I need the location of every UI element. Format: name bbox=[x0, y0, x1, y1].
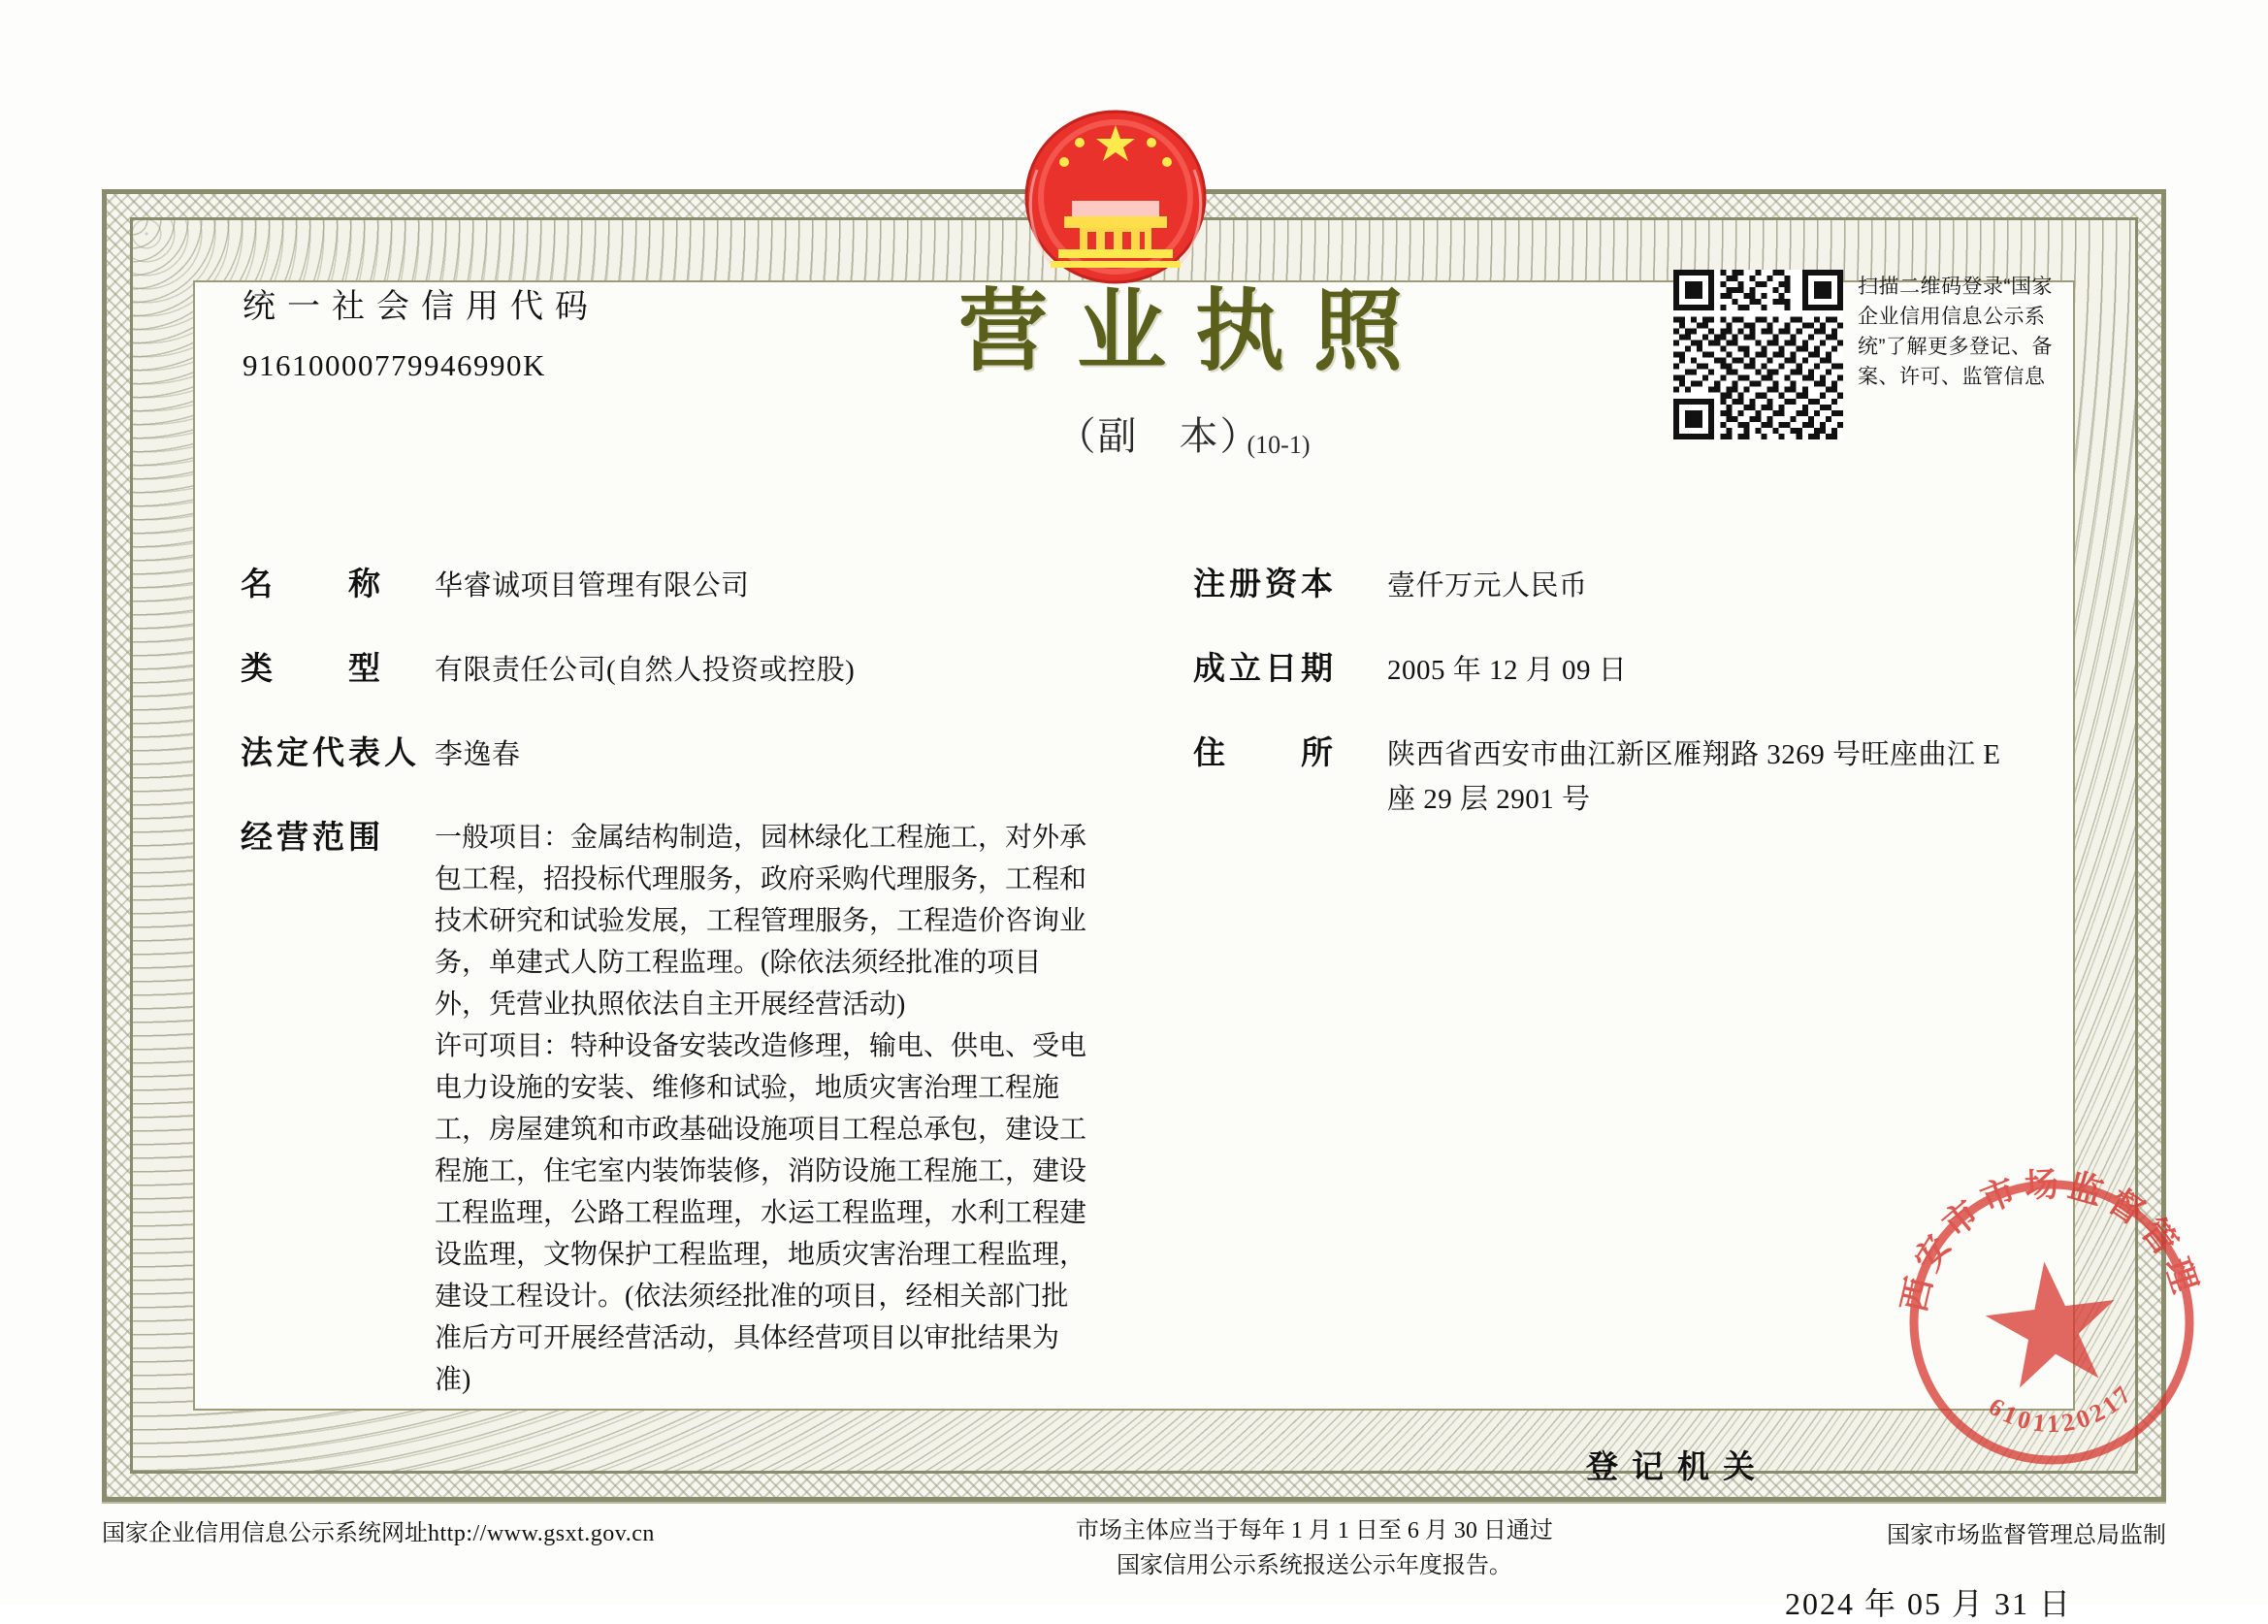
footer-left bbox=[102, 1513, 655, 1547]
field-legal-representative bbox=[241, 728, 1094, 777]
official-seal-icon bbox=[1863, 1133, 2241, 1511]
registration-authority-label: 登记机关 bbox=[1586, 1450, 1768, 1485]
left-field-group bbox=[241, 559, 1094, 1436]
field-label-address: 住 所 bbox=[1193, 736, 1337, 771]
svg-text:西安市市场监督管理局: 西安市市场监督管理局 bbox=[1862, 1142, 2207, 1315]
svg-text:6101120217: 6101120217 bbox=[1983, 1378, 2140, 1439]
registration-month-unit: 月 bbox=[1952, 1586, 1986, 1621]
registration-year-unit: 年 bbox=[1864, 1586, 1898, 1621]
field-label-company-type: 类 型 bbox=[241, 652, 384, 687]
field-company-name bbox=[241, 559, 1094, 608]
footer bbox=[102, 1513, 2166, 1583]
footer-left-label: 国家企业信用信息公示系统网址 bbox=[102, 1521, 428, 1546]
national-emblem-icon bbox=[1004, 92, 1227, 315]
footer-url[interactable]: http://www.gsxt.gov.cn bbox=[428, 1521, 655, 1546]
footer-center-line1: 市场主体应当于每年 1 月 1 日至 6 月 30 日通过 bbox=[1075, 1518, 1553, 1543]
credit-code-block bbox=[243, 279, 650, 383]
qr-code-note: 扫描二维码登录“国家企业信用信息公示系统”了解更多登记、备案、许可、监管信息 bbox=[1858, 276, 2053, 388]
document-subtitle bbox=[805, 406, 1562, 461]
registration-month: 05 bbox=[1907, 1586, 1943, 1621]
qr-code-icon[interactable] bbox=[1673, 270, 1843, 439]
field-value-business-scope: 一般项目：金属结构制造，园林绿化工程施工，对外承包工程，招投标代理服务，政府采购代理服务，工程和技术研究和试验发展，工程管理服务，工程造价咨询业务，单建式人防工程监理。(除依法须经批准的项目外，凭营业执照依法自主开展经营活动) 许可项目：特种设备安装改造修理，输电、供电、受电电力设施的安装、维修和试验，地质灾害治理工程施工，房屋建筑和市政基础设施项目工程总承包，建设工程施工，住宅室内装饰装修，消防设施工程施工，建设工程监理，公路工程监理，水运工程监理，水利工程建设监理，文物保护工程监理，地质灾害治理工程监理，建设工程设计。(依法须经批准的项目，经相关部门批准后方可开展经营活动，具体经营项目以审批结果为准) bbox=[435, 823, 1087, 1395]
document-serial: (10-1) bbox=[1247, 431, 1311, 459]
registration-year: 2024 bbox=[1785, 1586, 1855, 1621]
footer-divider bbox=[102, 1502, 2166, 1504]
field-value-registered-capital: 壹仟万元人民币 bbox=[1387, 570, 1588, 601]
field-establishment-date bbox=[1193, 643, 2027, 693]
field-label-legal-representative: 法定代表人 bbox=[241, 736, 420, 771]
field-registered-capital bbox=[1193, 559, 2027, 608]
subtitle-text: （副 本） bbox=[1056, 414, 1261, 458]
field-company-type bbox=[241, 643, 1094, 693]
right-field-group bbox=[1193, 559, 2027, 857]
field-label-establishment-date: 成立日期 bbox=[1193, 652, 1337, 687]
field-value-establishment-date: 2005 年 12 月 09 日 bbox=[1387, 655, 1628, 686]
field-business-scope bbox=[241, 812, 1094, 1401]
field-label-company-name: 名 称 bbox=[241, 568, 384, 602]
field-value-legal-representative: 李逸春 bbox=[435, 739, 521, 770]
credit-code-value: 91610000779946990K bbox=[243, 348, 546, 382]
page-title: 营业执照 bbox=[957, 282, 1432, 381]
field-label-registered-capital: 注册资本 bbox=[1193, 568, 1337, 602]
registration-date bbox=[1775, 1579, 2072, 1624]
footer-right: 国家市场监督管理总局监制 bbox=[1886, 1523, 2166, 1548]
field-value-address: 陕西省西安市曲江新区雁翔路 3269 号旺座曲江 E 座 29 层 2901 号 bbox=[1387, 739, 2001, 815]
registration-day-unit: 日 bbox=[2039, 1586, 2073, 1621]
field-value-company-type: 有限责任公司(自然人投资或控股) bbox=[435, 655, 856, 686]
field-address bbox=[1193, 728, 2027, 822]
credit-code-label: 统一社会信用代码 bbox=[243, 289, 599, 325]
footer-center-line2: 国家信用公示系统报送公示年度报告。 bbox=[1116, 1553, 1512, 1578]
registration-day: 31 bbox=[1994, 1586, 2030, 1621]
footer-center bbox=[1076, 1513, 1553, 1583]
field-value-company-name: 华睿诚项目管理有限公司 bbox=[435, 570, 750, 601]
field-label-business-scope: 经营范围 bbox=[241, 821, 384, 856]
